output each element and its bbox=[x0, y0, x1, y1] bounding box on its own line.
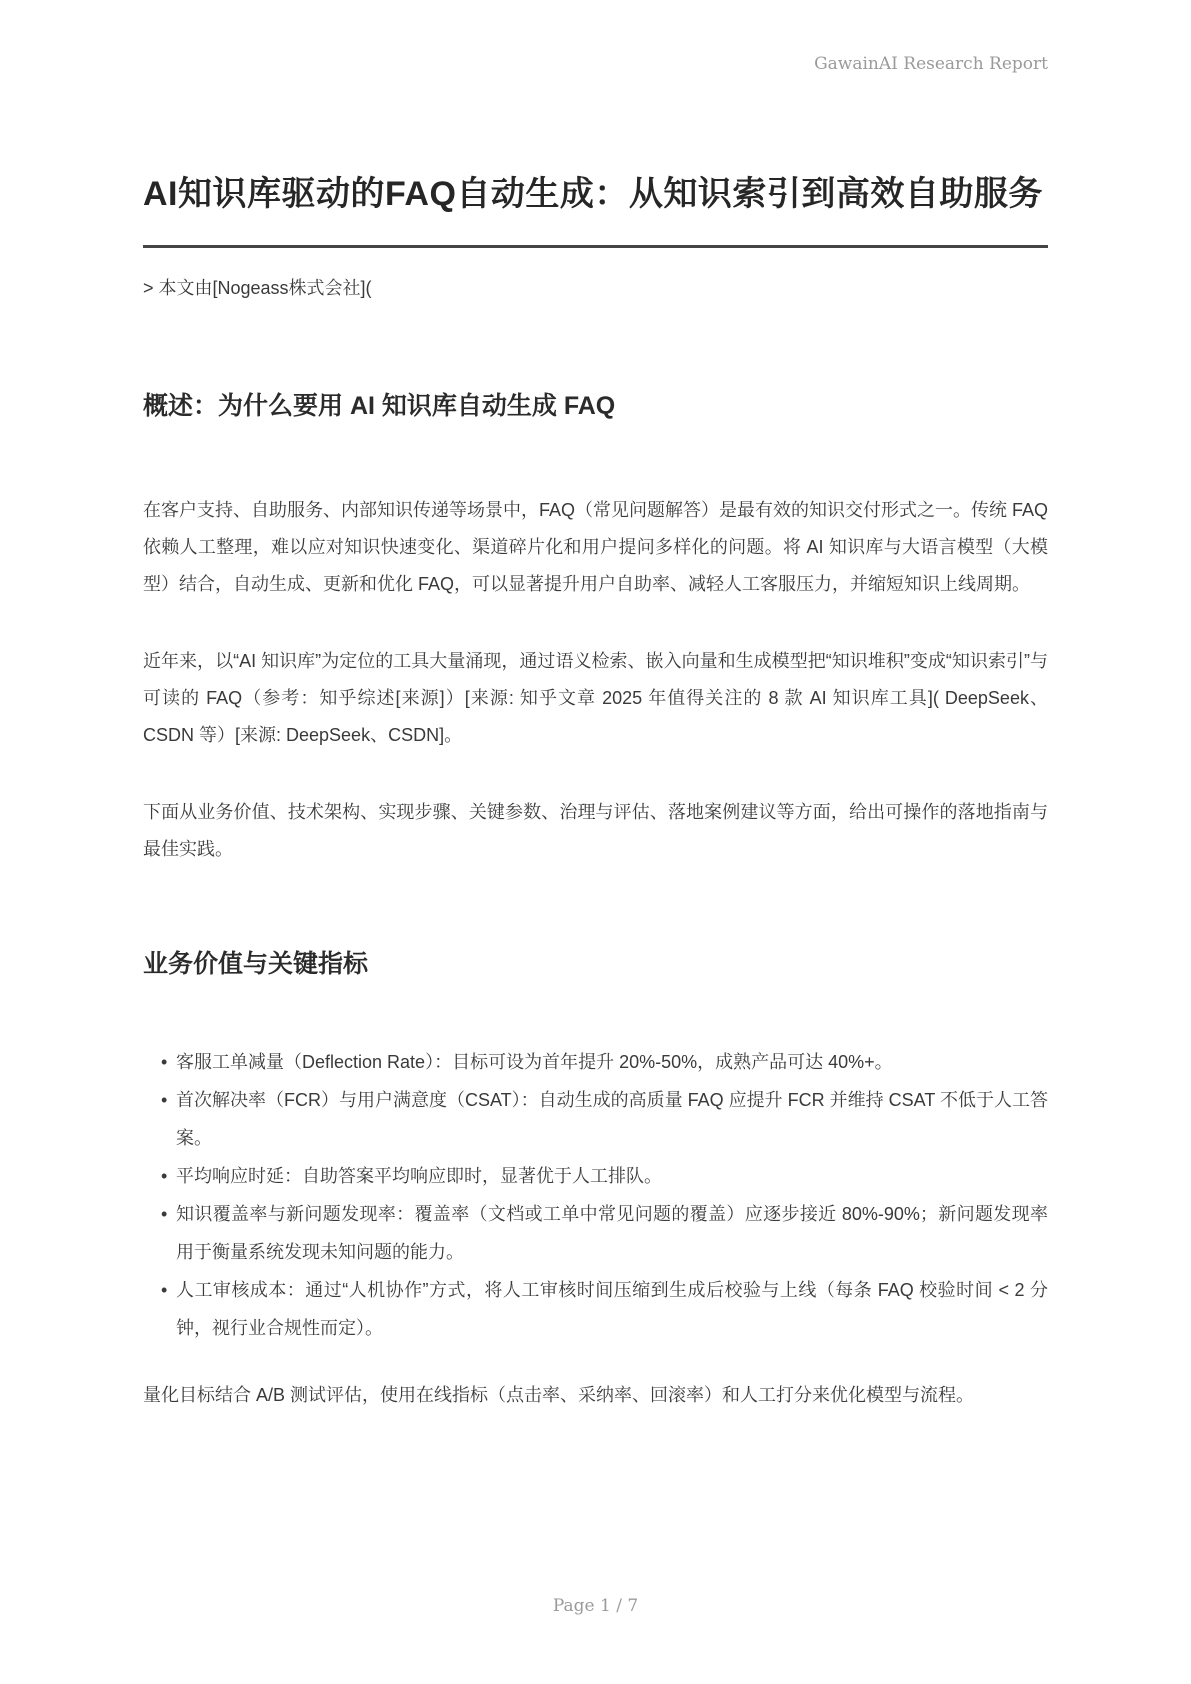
list-item-response-latency: • 平均响应时延：自助答案平均响应即时，显著优于人工排队。 bbox=[143, 1157, 1048, 1195]
list-item-review-cost: • 人工审核成本：通过“人机协作”方式，将人工审核时间压缩到生成后校验与上线（每条 FAQ 校验时间 < 2 分钟，视行业合规性而定）。 bbox=[143, 1271, 1048, 1347]
page-number: Page 1 / 7 bbox=[552, 1596, 639, 1616]
overview-paragraph-1: 在客户支持、自助服务、内部知识传递等场景中，FAQ（常见问题解答）是最有效的知识交付形式之一。传统 FAQ 依赖人工整理，难以应对知识快速变化、渠道碎片化和用户提问多样化的问题。将 AI 知识库与大语言模型（大模型）结合，自动生成、更新和优化 FAQ，可以显著提升用户自助率、减轻人工客服压力，并缩短知识上线周期。 bbox=[143, 500, 1049, 594]
metrics-bullet-list bbox=[143, 1043, 1048, 1347]
title-divider bbox=[143, 245, 1048, 248]
list-item-fcr-csat: • 首次解决率（FCR）与用户满意度（CSAT）：自动生成的高质量 FAQ 应提升 FCR 并维持 CSAT 不低于人工答案。 bbox=[143, 1081, 1048, 1157]
section-heading-overview: 概述：为什么要用 AI 知识库自动生成 FAQ bbox=[143, 392, 616, 420]
overview-paragraph-3: 下面从业务价值、技术架构、实现步骤、关键参数、治理与评估、落地案例建议等方面，给出可操作的落地指南与最佳实践。 bbox=[143, 802, 1048, 859]
report-header-label: GawainAI Research Report bbox=[814, 54, 1048, 74]
document-content bbox=[143, 0, 1048, 1414]
list-item-coverage-discovery: • 知识覆盖率与新问题发现率：覆盖率（文档或工单中常见问题的覆盖）应逐步接近 80%-90%；新问题发现率用于衡量系统发现未知问题的能力。 bbox=[143, 1195, 1048, 1271]
overview-paragraph-2: 近年来，以“AI 知识库”为定位的工具大量涌现，通过语义检索、嵌入向量和生成模型把“知识堆积”变成“知识索引”与可读的 FAQ（参考：知乎综述[来源]）[来源: 知乎文章 2025 年值得关注的 8 款 AI 知识库工具]( DeepSeek、CSDN 等）[来源: DeepSeek、CSDN]。 bbox=[143, 651, 1048, 745]
list-item-deflection-rate: • 客服工单减量（Deflection Rate）：目标可设为首年提升 20%-50%，成熟产品可达 40%+。 bbox=[143, 1043, 1048, 1081]
byline-quote: > 本文由[Nogeass株式会社]( bbox=[143, 278, 372, 298]
section-heading-metrics: 业务价值与关键指标 bbox=[143, 950, 369, 978]
metrics-closing-paragraph: 量化目标结合 A/B 测试评估，使用在线指标（点击率、采纳率、回滚率）和人工打分来优化模型与流程。 bbox=[143, 1385, 975, 1405]
document-title: AI知识库驱动的FAQ自动生成：从知识索引到高效自助服务 bbox=[143, 175, 1043, 213]
